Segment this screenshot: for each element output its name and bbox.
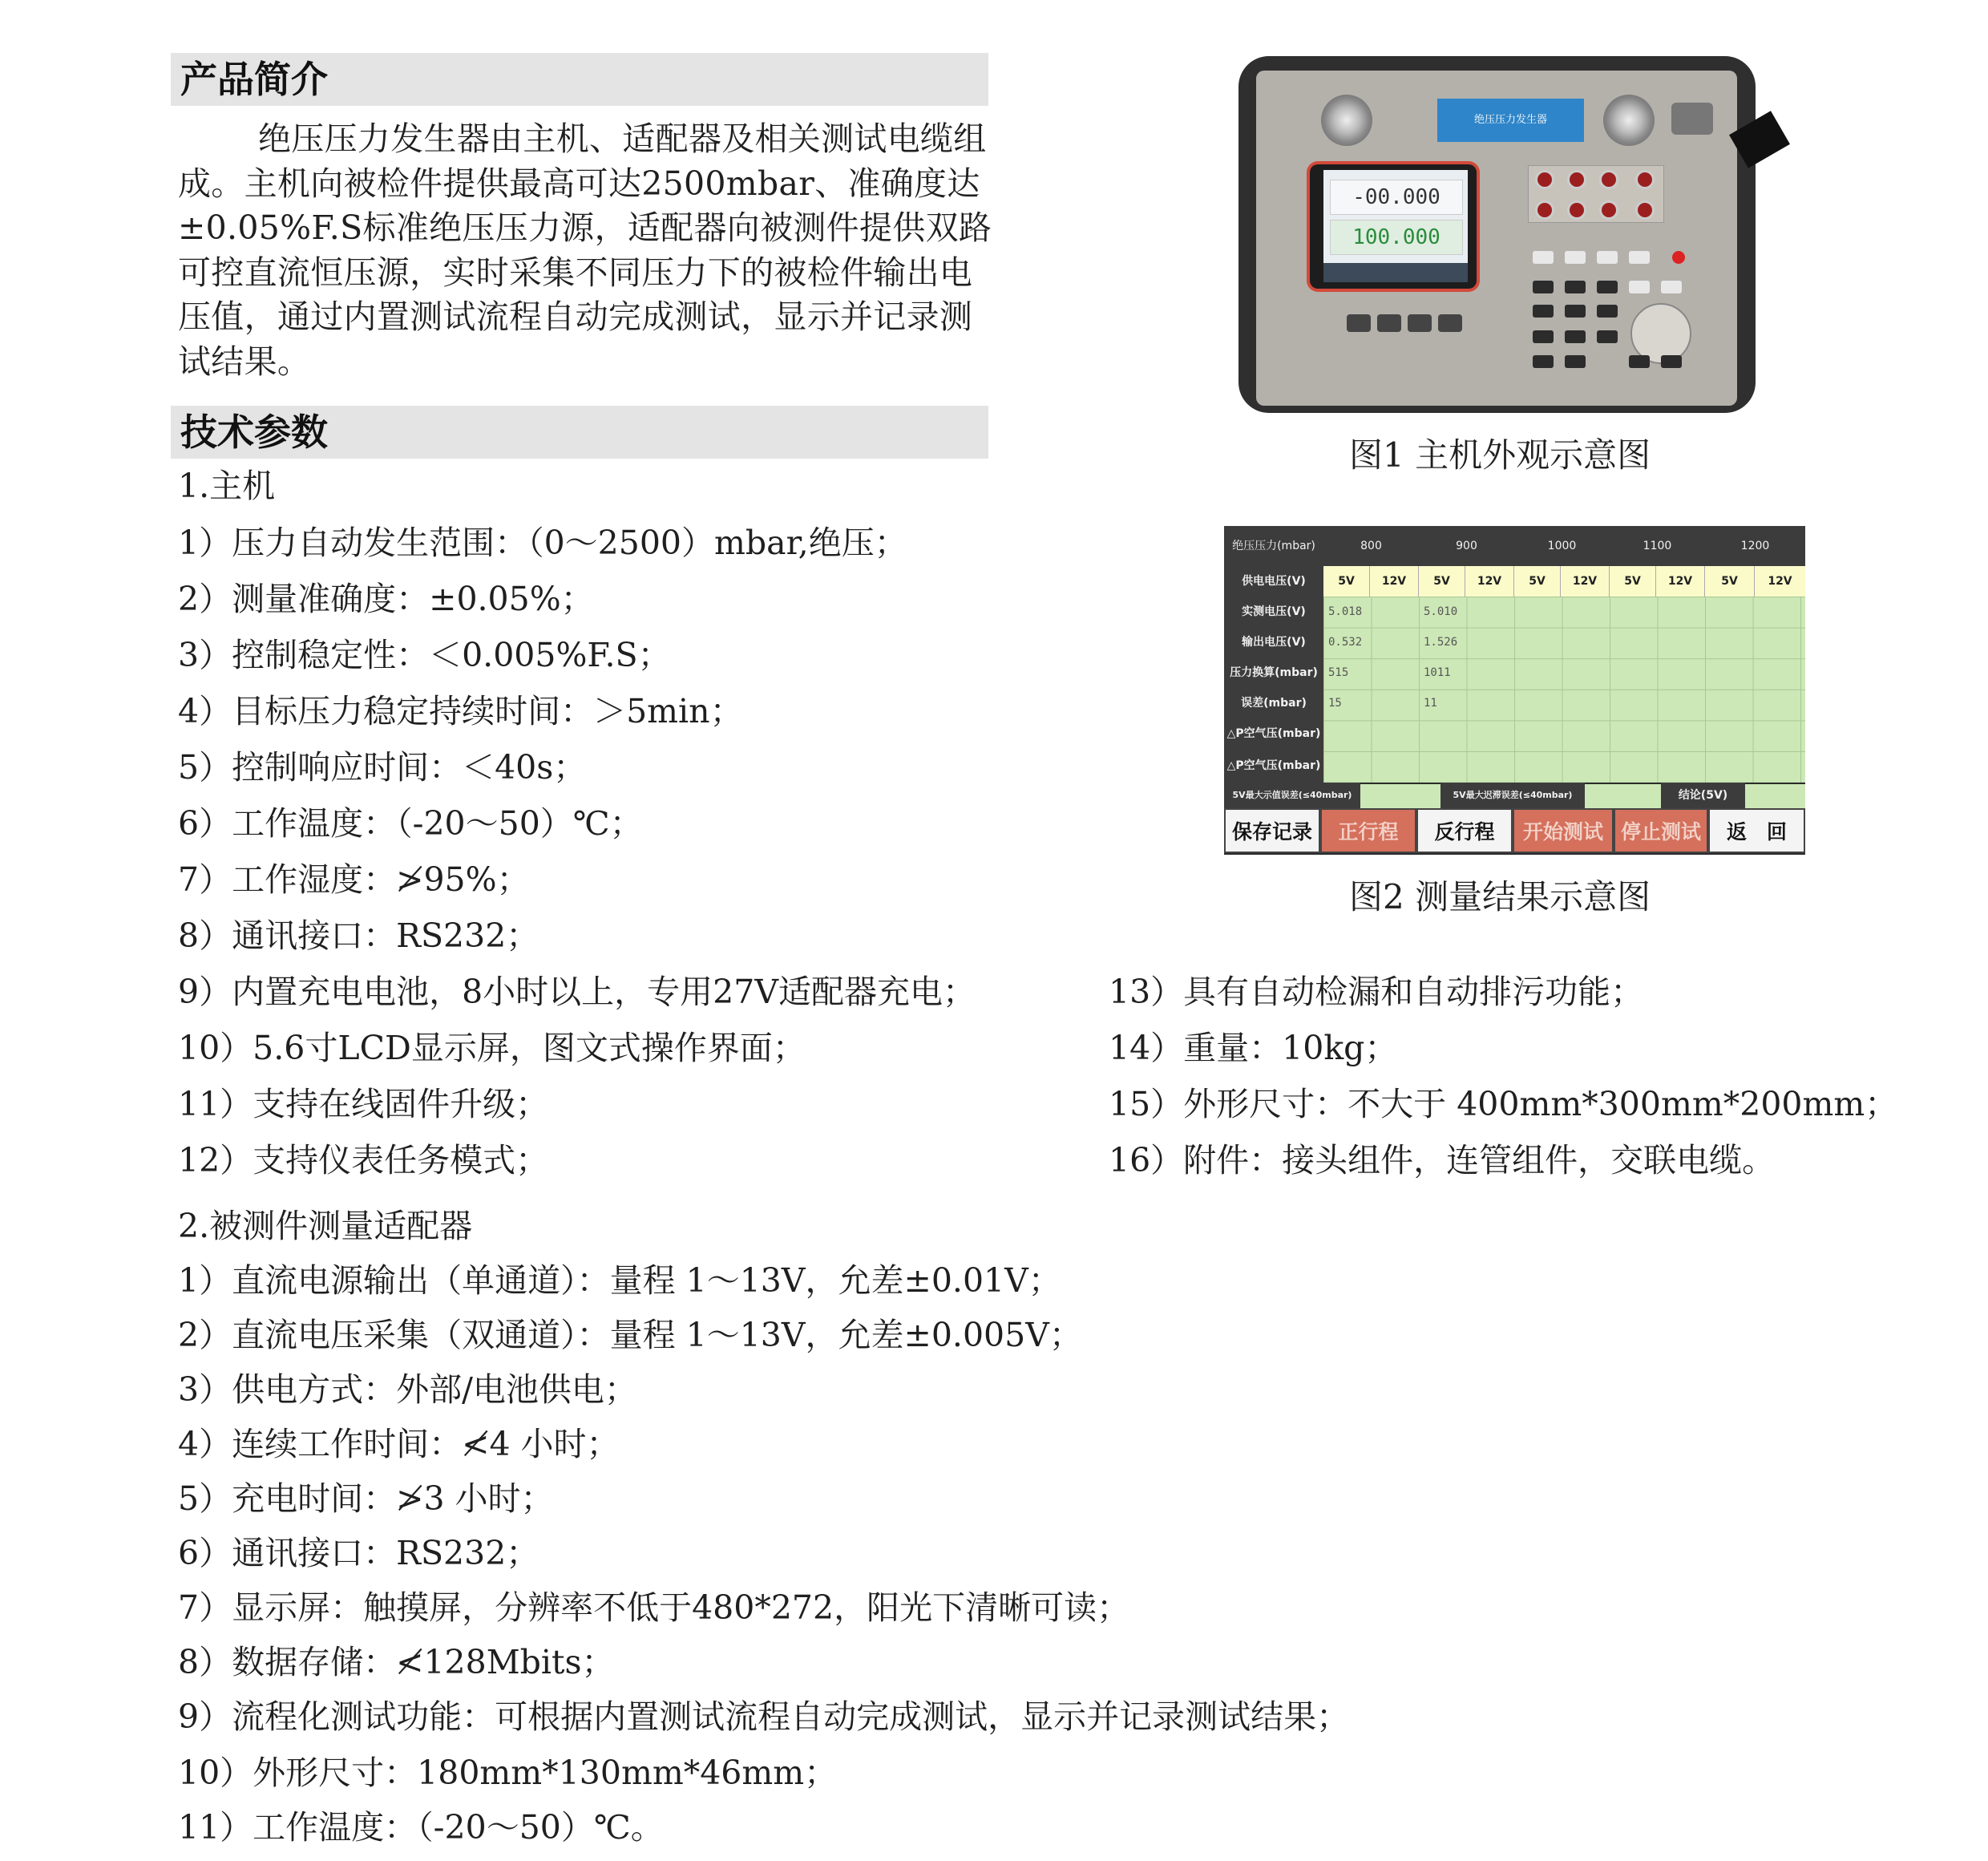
serial-connector: [1671, 103, 1713, 135]
adapter-item: 7）显示屏：触摸屏，分辨率不低于480*272，阳光下清晰可读；: [178, 1588, 1130, 1627]
keypad-key: [1533, 330, 1554, 343]
host-item: 1）压力自动发生范围：（0～2500）mbar,绝压；: [178, 524, 907, 562]
jack: [1599, 170, 1618, 189]
host-item: 6）工作温度：（-20～50）℃；: [178, 804, 643, 843]
reverse-stroke-button[interactable]: 反行程: [1416, 808, 1513, 853]
adapter-item: 10）外形尺寸：180mm*130mm*46mm；: [178, 1754, 838, 1792]
keypad-key: [1661, 355, 1682, 368]
function-key: [1347, 314, 1371, 332]
keypad-key: [1565, 281, 1586, 293]
table-cell: 15: [1328, 697, 1342, 710]
section-header-intro: [171, 53, 988, 106]
data-grid: [1323, 597, 1805, 783]
row-label: 误差(mbar): [1224, 688, 1323, 718]
host-item: 2）测量准确度：±0.05%；: [178, 580, 594, 618]
row-label: 压力换算(mbar): [1224, 657, 1323, 688]
function-key: [1377, 314, 1401, 332]
keypad-key: [1533, 281, 1554, 293]
summary-label: 结论(5V): [1661, 783, 1745, 808]
keypad-key: [1629, 281, 1650, 293]
host-item: 11）支持在线固件升级；: [178, 1085, 549, 1123]
voltage-header: 12V: [1465, 566, 1514, 597]
power-indicator: [1672, 251, 1685, 264]
jack: [1567, 170, 1586, 189]
pressure-header: 900: [1419, 526, 1514, 566]
pressure-header: 1100: [1610, 526, 1705, 566]
pressure-header: 1200: [1705, 526, 1805, 566]
screen-reading-1: -00.000: [1330, 180, 1463, 215]
jack: [1535, 200, 1554, 220]
table-header-label: 绝压压力(mbar): [1224, 526, 1323, 566]
intro-paragraph: 绝压压力发生器由主机、适配器及相关测试电缆组成。主机向被检件提供最高可达2500mbar、准确度达±0.05%F.S标准绝压压力源，适配器向被测件提供双路可控直流恒压源，实时采集不同压力下的被检件输出电压值，通过内置测试流程自动完成测试，显示并记录测试结果。: [178, 119, 992, 381]
keypad-key: [1597, 330, 1618, 343]
stop-test-button[interactable]: 停止测试: [1614, 808, 1708, 853]
voltage-header: 12V: [1656, 566, 1705, 597]
back-button[interactable]: 返 回: [1708, 808, 1805, 853]
row-label: 供电电压(V): [1224, 566, 1323, 597]
keypad-key: [1629, 355, 1650, 368]
start-test-button[interactable]: 开始测试: [1513, 808, 1614, 853]
host-item: 15）外形尺寸：不大于 400mm*300mm*200mm；: [1109, 1085, 1898, 1123]
table-cell: 0.532: [1328, 636, 1363, 649]
table-cell: 1.526: [1424, 636, 1458, 649]
summary-label: 5V最大示值误差(≤40mbar): [1224, 783, 1360, 808]
host-item: 14）重量：10kg；: [1109, 1029, 1398, 1067]
screen-reading-2: 100.000: [1330, 220, 1463, 255]
keypad-key: [1533, 355, 1554, 368]
screen-softkey-bar: [1323, 263, 1468, 282]
pressure-port-right: [1603, 95, 1655, 146]
adapter-item: 11）工作温度：（-20～50）℃。: [178, 1808, 664, 1847]
device-name-label: 绝压压力发生器: [1437, 99, 1584, 142]
jack: [1635, 200, 1655, 220]
host-item: 13）具有自动检漏和自动排污功能；: [1109, 973, 1644, 1011]
host-item: 16）附件：接头组件，连管组件，交联电缆。: [1109, 1141, 1776, 1179]
voltage-header: 5V: [1610, 566, 1656, 597]
summary-value: [1360, 784, 1440, 808]
jack: [1599, 200, 1618, 220]
function-key: [1408, 314, 1432, 332]
voltage-header: 5V: [1323, 566, 1370, 597]
table-cell: 515: [1328, 666, 1349, 679]
forward-stroke-button[interactable]: 正行程: [1320, 808, 1416, 853]
adapter-item: 9）流程化测试功能：可根据内置测试流程自动完成测试，显示并记录测试结果；: [178, 1697, 1350, 1736]
keypad-key: [1597, 305, 1618, 318]
adapter-item: 1）直流电源输出（单通道）：量程 1～13V，允差±0.01V；: [178, 1261, 1061, 1300]
host-item: 8）通讯接口：RS232；: [178, 916, 539, 955]
save-record-button[interactable]: 保存记录: [1224, 808, 1320, 853]
keypad-key: [1565, 330, 1586, 343]
keypad-key: [1597, 251, 1618, 264]
row-label: △P空气压(mbar): [1224, 718, 1323, 749]
voltage-header: 5V: [1419, 566, 1465, 597]
row-label: 输出电压(V): [1224, 627, 1323, 657]
function-key: [1438, 314, 1462, 332]
pressure-header: 1000: [1514, 526, 1610, 566]
figure1-caption: 图1 主机外观示意图: [1349, 435, 1651, 475]
host-item: 9）内置充电电池，8小时以上，专用27V适配器充电；: [178, 973, 976, 1011]
summary-value: [1585, 784, 1661, 808]
keypad-key: [1533, 251, 1554, 264]
host-item: 4）目标压力稳定持续时间：＞5min；: [178, 692, 743, 730]
keypad-key: [1565, 355, 1586, 368]
row-label: 实测电压(V): [1224, 597, 1323, 627]
voltage-header: 5V: [1514, 566, 1561, 597]
keypad-key: [1629, 251, 1650, 264]
host-item: 3）控制稳定性：＜0.005%F.S；: [178, 636, 671, 674]
host-item: 5）控制响应时间：＜40s；: [178, 748, 587, 787]
adapter-item: 2）直流电压采集（双通道）：量程 1～13V，允差±0.005V；: [178, 1316, 1082, 1354]
figure2-caption: 图2 测量结果示意图: [1349, 877, 1651, 916]
table-cell: 5.018: [1328, 605, 1363, 618]
keypad-key: [1661, 281, 1682, 293]
jack: [1635, 170, 1655, 189]
adapter-item: 4）连续工作时间：≮4 小时；: [178, 1425, 620, 1463]
pressure-header: 800: [1323, 526, 1419, 566]
adapter-item: 5）充电时间：≯3 小时；: [178, 1479, 554, 1518]
section-title: 产品简介: [180, 58, 328, 101]
summary-label: 5V最大迟滞误差(≤40mbar): [1440, 783, 1585, 808]
summary-value: [1745, 784, 1805, 808]
host-heading: 1.主机: [178, 467, 276, 505]
keypad-key: [1597, 281, 1618, 293]
device-screen: [1323, 170, 1468, 282]
section-title: 技术参数: [180, 411, 328, 454]
host-item: 12）支持仪表任务模式；: [178, 1141, 549, 1179]
pressure-port-left: [1321, 95, 1372, 146]
voltage-header: 12V: [1755, 566, 1805, 597]
jack: [1567, 200, 1586, 220]
adapter-item: 8）数据存储：≮128Mbits；: [178, 1643, 615, 1681]
jack: [1535, 170, 1554, 189]
keypad-key: [1533, 305, 1554, 318]
section-header-specs: [171, 406, 988, 459]
voltage-header: 12V: [1561, 566, 1610, 597]
keypad-key: [1565, 305, 1586, 318]
adapter-item: 6）通讯接口：RS232；: [178, 1534, 539, 1572]
voltage-header: 5V: [1705, 566, 1755, 597]
voltage-header: 12V: [1370, 566, 1419, 597]
keypad-key: [1565, 251, 1586, 264]
row-label: △P空气压(mbar): [1224, 749, 1323, 783]
host-item: 10）5.6寸LCD显示屏，图文式操作界面；: [178, 1029, 806, 1067]
adapter-heading: 2.被测件测量适配器: [178, 1207, 473, 1245]
adapter-item: 3）供电方式：外部/电池供电；: [178, 1370, 637, 1409]
table-cell: 11: [1424, 697, 1437, 710]
table-cell: 5.010: [1424, 605, 1458, 618]
result-table: [1224, 526, 1805, 855]
host-item: 7）工作湿度：≯95%；: [178, 860, 530, 899]
table-cell: 1011: [1424, 666, 1451, 679]
